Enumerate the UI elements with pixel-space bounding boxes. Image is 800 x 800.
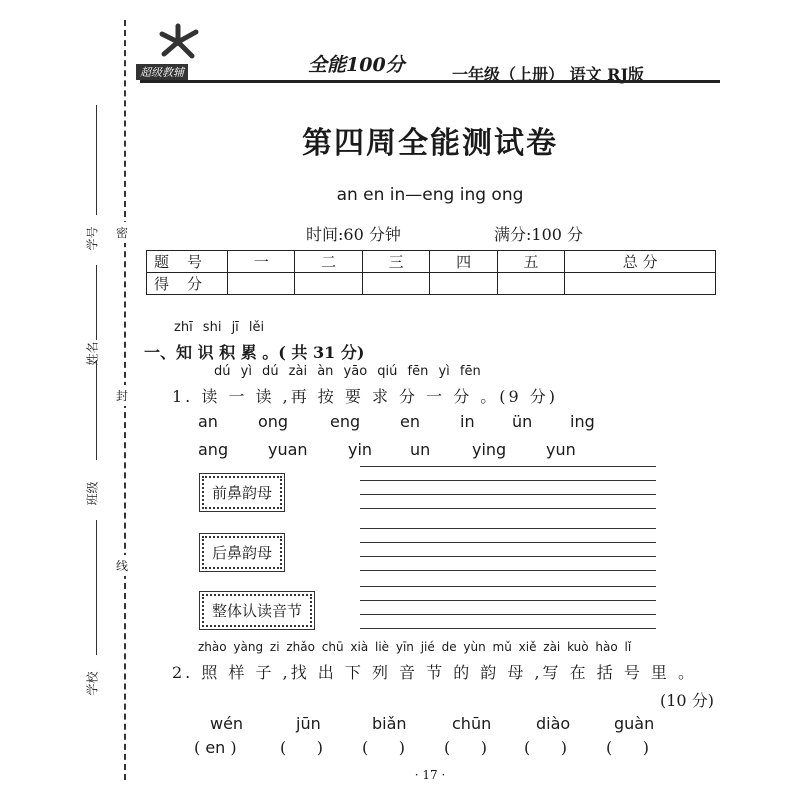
q2-syllable: jūn — [296, 714, 321, 733]
answer-line-whole-3[interactable] — [360, 614, 656, 615]
syllable: eng — [330, 412, 361, 431]
school-label: 学校 — [85, 671, 100, 696]
series-title: 全能100分 — [308, 54, 405, 76]
syllable: en — [400, 412, 420, 431]
answer-line-back-1[interactable] — [360, 528, 656, 529]
answer-line-back-2[interactable] — [360, 542, 656, 543]
q2-answer-blank[interactable]: ( ) — [280, 738, 323, 757]
q2-answer-value: en — [205, 738, 226, 757]
subtitle: an en in—eng ing ong — [336, 185, 524, 205]
score-col-4: 四 — [430, 251, 497, 273]
syllable: ang — [198, 440, 229, 459]
q2-points: (10 分) — [660, 691, 714, 710]
brand-text: 超级教辅 — [136, 64, 188, 80]
q2-answer-blank[interactable]: ( ) — [362, 738, 405, 757]
syllable: in — [460, 412, 475, 431]
q2-answer-blank[interactable]: ( ) — [444, 738, 487, 757]
q2-syllable: chūn — [452, 714, 492, 733]
syllable: ong — [258, 412, 289, 431]
score-table — [146, 250, 716, 295]
q2-pinyin: zhào yàng zi zhǎo chū xià liè yīn jié de yùn mǔ xiě zài kuò hào lǐ — [198, 640, 632, 654]
syllable: ün — [512, 412, 533, 431]
q1-text: 1. 读 一 读 ,再 按 要 求 分 一 分 。(9 分) — [172, 387, 559, 406]
q2-answer-blank[interactable]: ( ) — [524, 738, 567, 757]
brand-logo-icon — [140, 20, 220, 70]
syllable: ing — [570, 412, 595, 431]
category-whole-syllable: 整体认读音节 — [202, 594, 312, 627]
score-table-row2-label: 得分 — [147, 273, 228, 295]
q2-syllable: guàn — [614, 714, 655, 733]
answer-line-whole-4[interactable] — [360, 628, 656, 629]
answer-line-back-3[interactable] — [360, 556, 656, 557]
school-line — [96, 520, 97, 655]
answer-line-whole-2[interactable] — [360, 600, 656, 601]
score-col-2: 二 — [295, 251, 362, 273]
answer-line-whole-1[interactable] — [360, 586, 656, 587]
cut-char-xian: 线 — [116, 555, 128, 576]
score-col-3: 三 — [362, 251, 429, 273]
exam-time: 时间:60 分钟 — [306, 225, 401, 244]
q2-syllable: wén — [210, 714, 244, 733]
full-score: 满分:100 分 — [494, 225, 584, 244]
answer-line-front-4[interactable] — [360, 508, 656, 509]
q2-answer-blank[interactable]: ( en ) — [194, 738, 237, 757]
name-line — [96, 265, 97, 340]
section1-heading: 一、知 识 积 累 。( 共 31 分) — [144, 343, 365, 362]
score-cell[interactable] — [497, 273, 564, 295]
name-label: 姓名 — [85, 341, 100, 366]
score-col-1: 一 — [228, 251, 295, 273]
header-rule — [140, 80, 720, 83]
q2-syllable: biǎn — [372, 714, 407, 733]
class-line — [96, 360, 97, 460]
q2-text: 2. 照 样 子 ,找 出 下 列 音 节 的 韵 母 ,写 在 括 号 里 。 — [172, 663, 697, 682]
syllable: yin — [348, 440, 373, 459]
score-table-score-row — [147, 273, 716, 295]
syllable: ying — [472, 440, 507, 459]
q2-answer-blank[interactable]: ( ) — [606, 738, 649, 757]
book-info: 一年级（上册） 语文 RJ版 — [452, 65, 645, 84]
q2-syllable: diào — [536, 714, 571, 733]
syllable: yun — [546, 440, 576, 459]
q1-pinyin: dú yì dú zài àn yāo qiú fēn yì fēn — [214, 364, 481, 379]
score-cell-total[interactable] — [565, 273, 716, 295]
score-table-row1-label: 题号 — [147, 251, 228, 273]
syllable: un — [410, 440, 431, 459]
cut-char-feng: 封 — [116, 385, 128, 406]
answer-line-front-2[interactable] — [360, 480, 656, 481]
syllable: yuan — [268, 440, 308, 459]
class-label: 班级 — [85, 481, 100, 506]
score-cell[interactable] — [430, 273, 497, 295]
answer-line-back-4[interactable] — [360, 570, 656, 571]
category-back-nasal: 后鼻韵母 — [202, 536, 282, 569]
score-cell[interactable] — [228, 273, 295, 295]
answer-line-front-3[interactable] — [360, 494, 656, 495]
section1-pinyin: zhī shi jī lěi — [174, 320, 265, 335]
page-title: 第四周全能测试卷 — [302, 126, 558, 161]
score-table-header-row — [147, 251, 716, 273]
score-cell[interactable] — [295, 273, 362, 295]
cut-char-mi: 密 — [116, 222, 128, 243]
score-col-5: 五 — [497, 251, 564, 273]
page-number: · 17 · — [414, 768, 446, 782]
score-cell[interactable] — [362, 273, 429, 295]
score-col-total: 总 分 — [565, 251, 716, 273]
category-front-nasal: 前鼻韵母 — [202, 476, 282, 509]
answer-line-front-1[interactable] — [360, 466, 656, 467]
syllable: an — [198, 412, 218, 431]
student-id-label: 学号 — [85, 226, 100, 251]
